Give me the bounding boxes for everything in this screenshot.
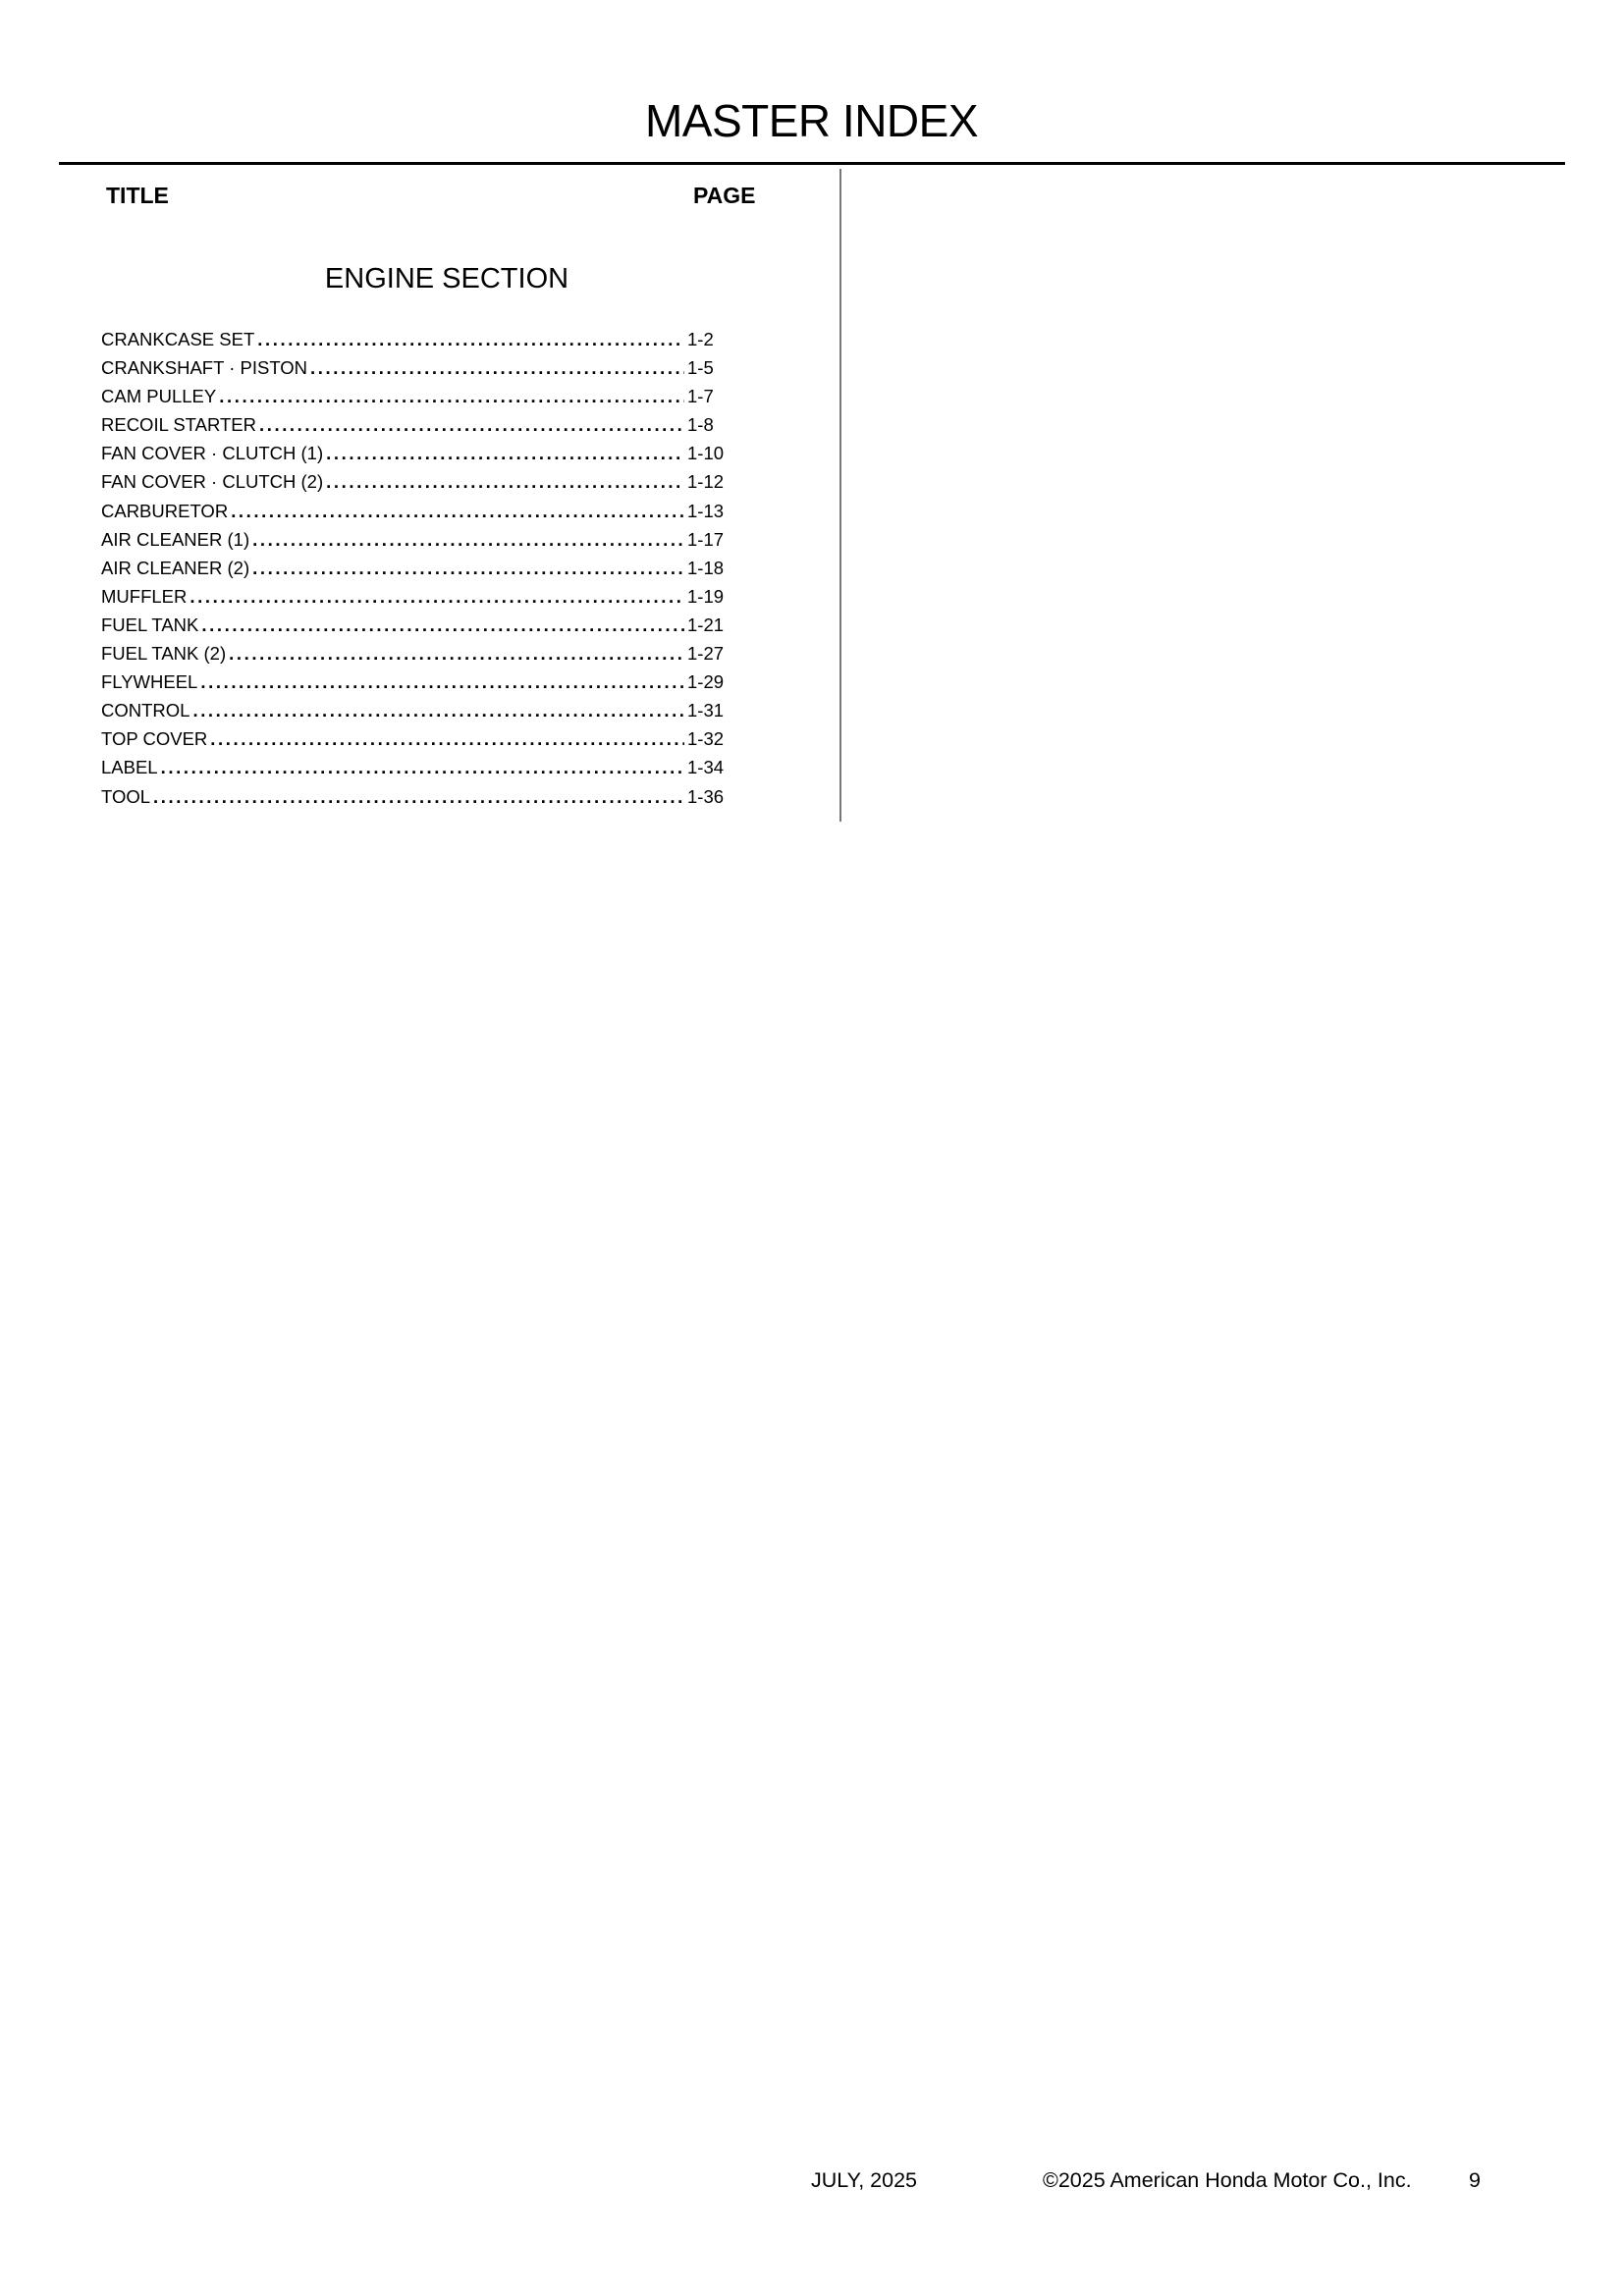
dot-leader (210, 728, 684, 750)
index-entry[interactable] (101, 414, 730, 443)
index-entry-title: CRANKCASE SET (101, 329, 255, 349)
title-rule (59, 162, 1565, 165)
index-entry-page: 1-10 (687, 443, 725, 464)
index-entry-page: 1-19 (687, 585, 725, 607)
dot-leader (219, 386, 684, 407)
index-entry-title: FUEL TANK (2) (101, 643, 227, 665)
index-entry-page: 1-7 (687, 386, 714, 407)
dot-leader (259, 414, 684, 436)
page-title: MASTER INDEX (644, 95, 979, 146)
index-entry-title: FAN COVER · CLUTCH (1) (101, 443, 324, 464)
dot-leader (257, 329, 684, 350)
index-entry-page: 1-5 (687, 357, 714, 379)
index-entry-title: CARBURETOR (101, 500, 229, 521)
index-entry[interactable] (101, 586, 730, 614)
dot-leader (192, 700, 684, 721)
index-entry[interactable] (101, 558, 730, 586)
index-entry[interactable] (101, 386, 730, 414)
page-number: 9 (1469, 2168, 1481, 2192)
index-entry-page: 1-31 (687, 700, 725, 721)
index-entry-page: 1-8 (687, 414, 714, 436)
index-entry[interactable] (101, 501, 730, 529)
index-entry[interactable] (101, 643, 730, 671)
index-entry[interactable] (101, 700, 730, 728)
column-divider (839, 169, 841, 822)
dot-leader (252, 558, 684, 579)
index-entry-page: 1-18 (687, 557, 725, 578)
dot-leader (252, 529, 684, 551)
index-entry-page: 1-12 (687, 471, 725, 493)
index-entry[interactable] (101, 786, 730, 815)
index-entry[interactable] (101, 728, 730, 757)
index-entry-title: CAM PULLEY (101, 386, 217, 407)
index-entry[interactable] (101, 529, 730, 558)
index-entry-title: MUFFLER (101, 585, 188, 607)
index-entry-page: 1-27 (687, 643, 725, 665)
dot-leader (326, 443, 684, 464)
index-entry-page: 1-13 (687, 500, 725, 521)
index-entry-page: 1-36 (687, 785, 725, 807)
column-header-page: PAGE (693, 183, 756, 208)
index-entry-title: FLYWHEEL (101, 671, 198, 693)
index-entry-title: CONTROL (101, 700, 190, 721)
dot-leader (161, 757, 684, 778)
index-entry-title: FUEL TANK (101, 614, 199, 635)
dot-leader (189, 586, 684, 608)
dot-leader (326, 471, 684, 493)
index-entry[interactable] (101, 614, 730, 643)
index-entry-title: AIR CLEANER (1) (101, 528, 250, 550)
index-entry-page: 1-34 (687, 757, 725, 778)
index-entry[interactable] (101, 329, 730, 357)
footer-date: JULY, 2025 (811, 2168, 917, 2192)
footer-copyright: ©2025 American Honda Motor Co., Inc. (1043, 2168, 1412, 2192)
index-entry-page: 1-17 (687, 528, 725, 550)
index-entry[interactable] (101, 471, 730, 500)
dot-leader (310, 357, 684, 379)
index-entry[interactable] (101, 757, 730, 785)
dot-leader (200, 671, 684, 693)
dot-leader (153, 786, 684, 808)
index-entry-title: FAN COVER · CLUTCH (2) (101, 471, 324, 493)
index-entry-title: TOOL (101, 785, 151, 807)
dot-leader (229, 643, 684, 665)
index-list (101, 329, 730, 815)
index-entry-title: TOP COVER (101, 728, 208, 750)
index-entry-title: LABEL (101, 757, 158, 778)
index-entry[interactable] (101, 357, 730, 386)
index-entry[interactable] (101, 443, 730, 471)
section-title: ENGINE SECTION (324, 263, 569, 294)
index-entry[interactable] (101, 671, 730, 700)
column-header-title: TITLE (106, 183, 169, 208)
dot-leader (201, 614, 684, 636)
dot-leader (231, 501, 684, 522)
index-entry-page: 1-29 (687, 671, 725, 693)
index-entry-page: 1-2 (687, 329, 714, 349)
index-entry-title: AIR CLEANER (2) (101, 557, 250, 578)
index-entry-page: 1-21 (687, 614, 725, 635)
index-entry-title: RECOIL STARTER (101, 414, 256, 436)
index-entry-page: 1-32 (687, 728, 725, 750)
index-entry-title: CRANKSHAFT · PISTON (101, 357, 308, 379)
